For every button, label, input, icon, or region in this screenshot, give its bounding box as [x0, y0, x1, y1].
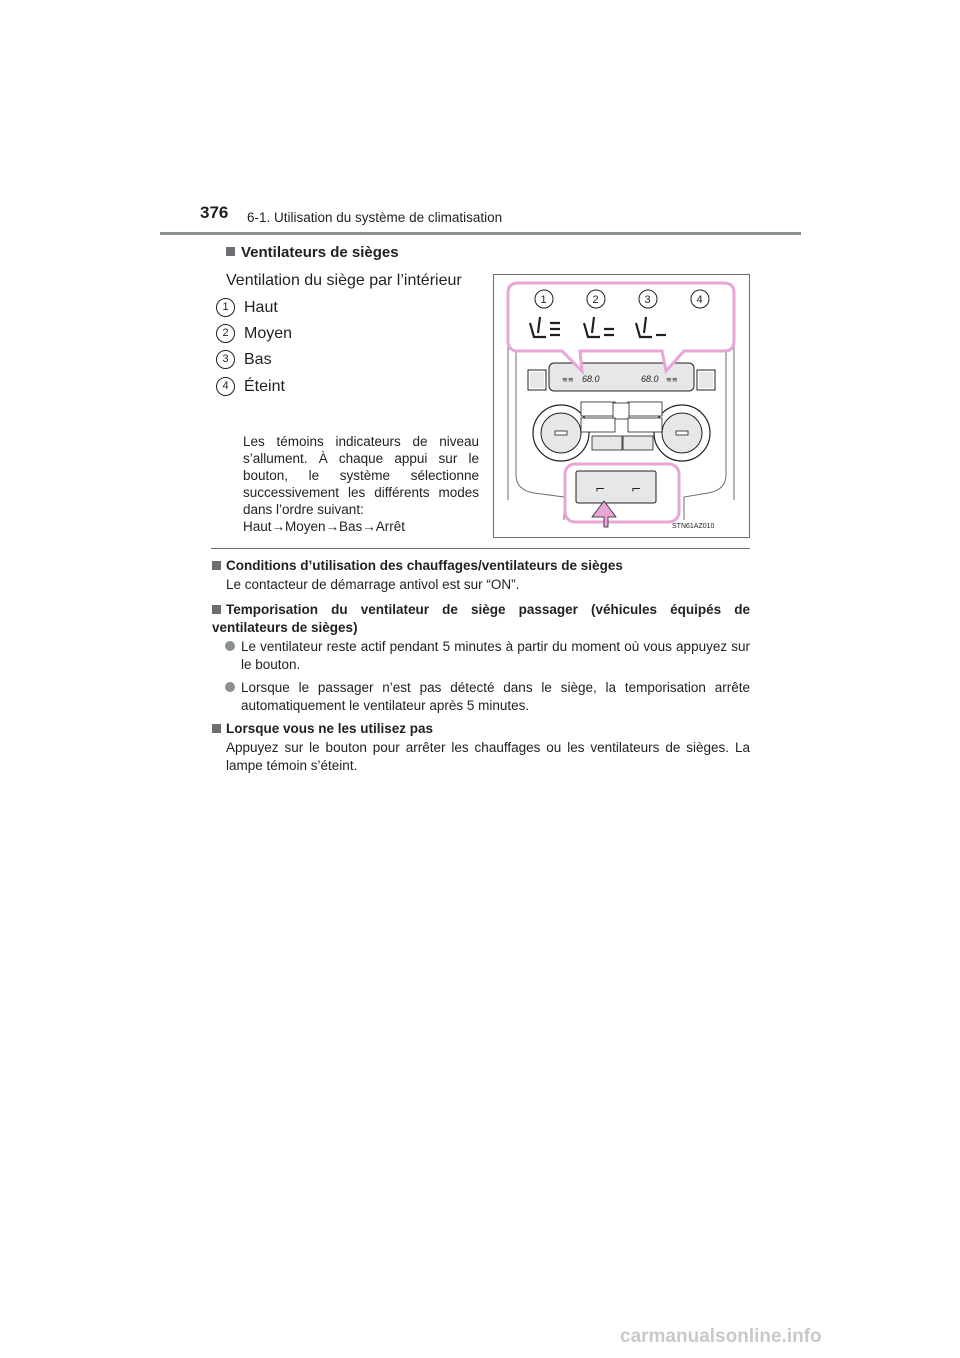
level-item	[216, 324, 292, 343]
square-bullet-icon	[226, 247, 235, 256]
climate-control-figure	[493, 274, 750, 538]
note-title: Conditions d’utilisation des chauffages/ventilateurs de sièges	[212, 557, 752, 575]
watermark: carmanualsonline.info	[620, 1326, 822, 1347]
display-temp-left: 68.0	[582, 374, 600, 384]
level-number: 3	[216, 350, 235, 369]
header-rule	[160, 232, 801, 235]
callout-num: 2	[592, 294, 599, 306]
level-number: 2	[216, 324, 235, 343]
figure-code: STN61AZ010	[672, 523, 715, 530]
svg-text:⌐: ⌐	[595, 482, 606, 496]
svg-text:≋≋: ≋≋	[666, 377, 678, 384]
bullet-dot-icon	[225, 682, 235, 692]
level-label: Bas	[244, 351, 272, 368]
square-bullet-icon	[212, 605, 221, 614]
note-bullet: Le ventilateur reste actif pendant 5 minutes à partir du moment où vous appuyez sur le bouton.	[225, 638, 750, 674]
svg-text:⌐: ⌐	[631, 482, 642, 496]
callout-num: 4	[696, 294, 703, 306]
level-item	[216, 350, 272, 369]
display-temp-right: 68.0	[641, 374, 659, 384]
level-number: 1	[216, 298, 235, 317]
level-item	[216, 298, 278, 317]
square-bullet-icon	[212, 561, 221, 570]
callout-num: 1	[540, 294, 547, 306]
callout-num: 3	[644, 294, 651, 306]
note-bullet: Lorsque le passager n’est pas détecté dans le siège, la temporisation arrête automatiquement le ventilateur après 5 minutes.	[225, 679, 750, 715]
note-title: Lorsque vous ne les utilisez pas	[212, 720, 752, 738]
note-body: Le contacteur de démarrage antivol est sur “ON”.	[226, 577, 520, 592]
level-description: Les témoins indicateurs de niveau s’allument. À chaque appui sur le bouton, le système sélectionne successivement les différents modes dans l’ordre suivant: Haut→Moyen→Bas→Arrêt	[243, 434, 479, 534]
bullet-dot-icon	[225, 641, 235, 651]
level-label: Moyen	[244, 325, 293, 342]
notes-rule	[211, 548, 750, 549]
mode-sequence: Haut→Moyen→Bas→Arrêt	[243, 519, 406, 534]
section-title: 6-1. Utilisation du système de climatisation	[247, 210, 503, 225]
seat-vent-heading: Ventilateurs de sièges	[226, 244, 399, 261]
level-label: Éteint	[244, 378, 285, 395]
seat-vent-intro: Ventilation du siège par l’intérieur	[226, 272, 462, 289]
level-label: Haut	[244, 299, 278, 316]
svg-text:≋≋: ≋≋	[562, 377, 574, 384]
page-number: 376	[200, 203, 229, 222]
note-title: Temporisation du ventilateur de siège passager (véhicules équipés de ventilateurs de sièges)	[212, 602, 750, 635]
square-bullet-icon	[212, 724, 221, 733]
level-number: 4	[216, 377, 235, 396]
control-panel-illustration	[494, 275, 749, 537]
level-item	[216, 377, 285, 396]
note-body: Appuyez sur le bouton pour arrêter les chauffages ou les ventilateurs de sièges. La lampe témoin s’éteint.	[226, 740, 750, 773]
